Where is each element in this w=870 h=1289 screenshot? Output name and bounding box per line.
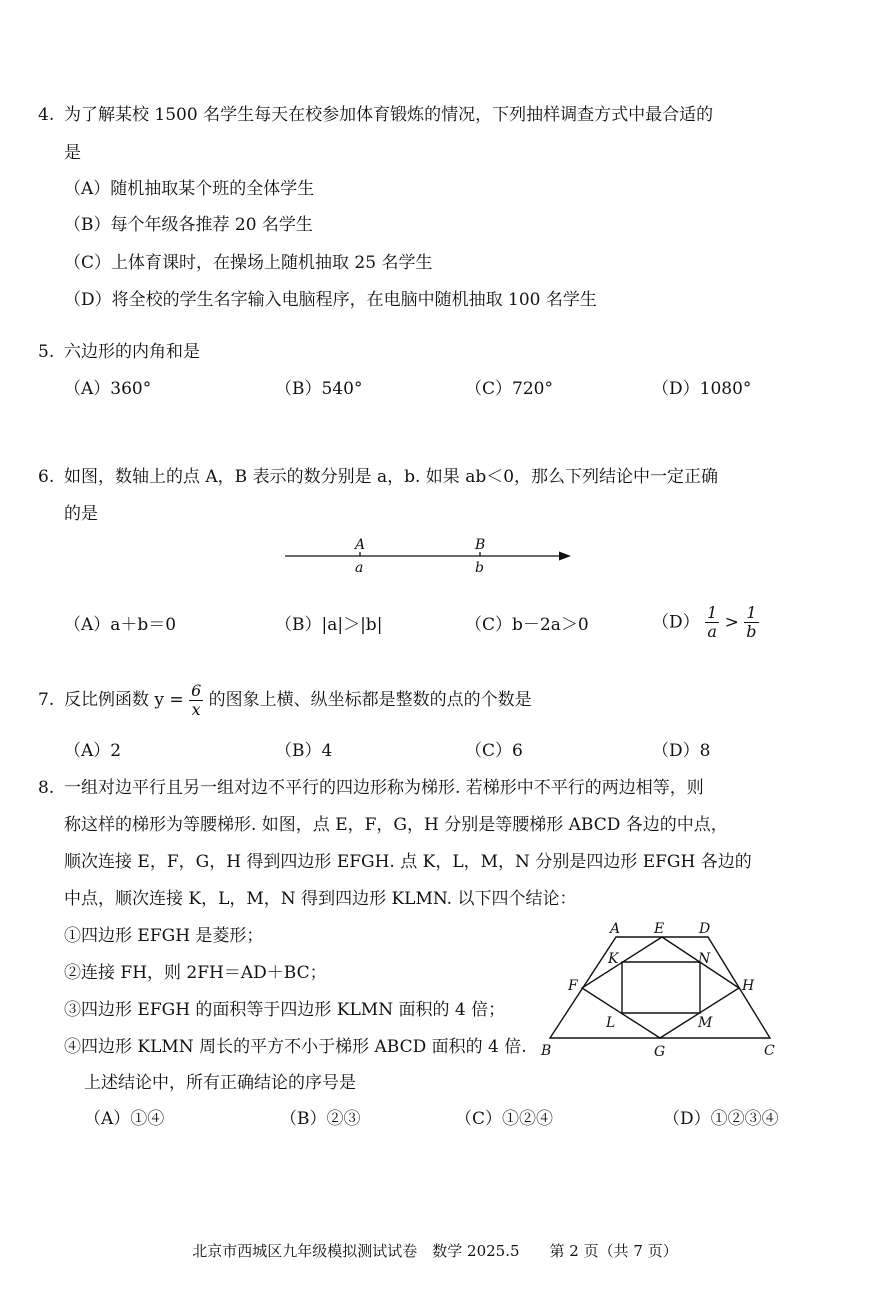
q5-option-c: （C）720° [465,379,553,399]
rectangle-klmn [622,962,700,1013]
q8-prompt: 上述结论中，所有正确结论的序号是 [84,1073,356,1093]
label-b: B [541,1043,552,1059]
q5-number: 5. [38,342,55,362]
label-a: A [610,921,621,937]
q5-option-d: （D）1080° [652,379,752,399]
q8-stem-line4: 中点，顺次连接 K，L，M，N 得到四边形 KLMN. 以下四个结论： [64,889,577,909]
q8-option-c: （C）①②④ [455,1109,554,1129]
q7-option-c: （C）6 [465,741,523,761]
frac-den: a [707,622,717,641]
q4-option-b: （B）每个年级各推荐 20 名学生 [64,215,313,235]
point-a-label: A [355,537,366,553]
frac-num: 1 [707,603,718,622]
greater-than-sign: > [724,612,739,633]
point-a-value: a [355,560,364,576]
q7-option-b: （B）4 [275,741,333,761]
q6-stem-line1: 如图，数轴上的点 A，B 表示的数分别是 a，b. 如果 ab＜0，那么下列结论中一定正确 [64,467,719,487]
label-l: L [606,1015,616,1031]
point-b-value: b [475,560,484,576]
q7-option-a: （A）2 [64,741,122,761]
label-d: D [699,921,711,937]
label-h: H [742,978,755,994]
q8-option-a: （A）①④ [84,1109,165,1129]
q4-option-d: （D）将全校的学生名字输入电脑程序，在电脑中随机抽取 100 名学生 [64,290,597,310]
q5-option-a: （A）360° [64,379,152,399]
label-f: F [568,978,578,994]
label-g: G [654,1044,666,1060]
q6-option-c: （C）b－2a＞0 [465,615,589,635]
label-m: M [698,1015,713,1031]
q4-option-c: （C）上体育课时，在操场上随机抽取 25 名学生 [64,253,433,273]
label-c: C [764,1043,775,1059]
frac-den: x [191,700,201,719]
q6-stem-line2: 的是 [64,504,98,524]
frac-num: 6 [191,681,202,700]
q6-option-a: （A）a＋b＝0 [64,615,177,635]
q6-number: 6. [38,467,55,487]
q8-stem-line1: 一组对边平行且另一组对边不平行的四边形称为梯形. 若梯形中不平行的两边相等，则 [64,778,704,798]
q7-stem-pre: 反比例函数 y = [64,690,184,710]
q8-option-b: （B）②③ [280,1109,361,1129]
q8-conclusion-3: ③四边形 EFGH 的面积等于四边形 KLMN 面积的 4 倍； [64,1000,506,1020]
q7-number: 7. [38,690,55,710]
q8-conclusion-4: ④四边形 KLMN 周长的平方不小于梯形 ABCD 面积的 4 倍. [64,1037,527,1057]
point-b-label: B [475,537,486,553]
label-k: K [608,951,619,967]
q4-number: 4. [38,105,55,125]
q4-option-a: （A）随机抽取某个班的全体学生 [64,179,315,199]
frac-den: b [746,622,757,641]
frac-num: 1 [744,604,758,623]
label-n: N [698,951,711,967]
q4-stem-line1: 为了解某校 1500 名学生每天在校参加体育锻炼的情况，下列抽样调查方式中最合适的 [64,105,714,125]
q7-option-d: （D）8 [652,741,711,761]
q8-option-d: （D）①②③④ [663,1109,779,1129]
q8-stem-line3: 顺次连接 E，F，G，H 得到四边形 EFGH. 点 K，L，M，N 分别是四边形 EFGH 各边的 [64,852,752,872]
q5-stem: 六边形的内角和是 [64,342,200,362]
page-footer: 北京市西城区九年级模拟测试试卷 数学 2025.5 第 2 页（共 7 页） [192,1242,678,1260]
q8-conclusion-2: ②连接 FH，则 2FH＝AD＋BC； [64,963,327,983]
q8-stem-line2: 称这样的梯形为等腰梯形. 如图，点 E，F，G，H 分别是等腰梯形 ABCD 各边的中点， [64,815,728,835]
q7-stem-post: 的图象上横、纵坐标都是整数的点的个数是 [208,690,532,710]
label-e: E [654,921,665,937]
q8-number: 8. [38,778,55,798]
q4-stem-line2: 是 [64,143,81,163]
q5-option-b: （B）540° [275,379,363,399]
q6-option-b: （B）|a|＞|b| [275,615,383,635]
q6-option-d-label: （D） [652,612,700,633]
q8-conclusion-1: ①四边形 EFGH 是菱形； [64,926,264,946]
